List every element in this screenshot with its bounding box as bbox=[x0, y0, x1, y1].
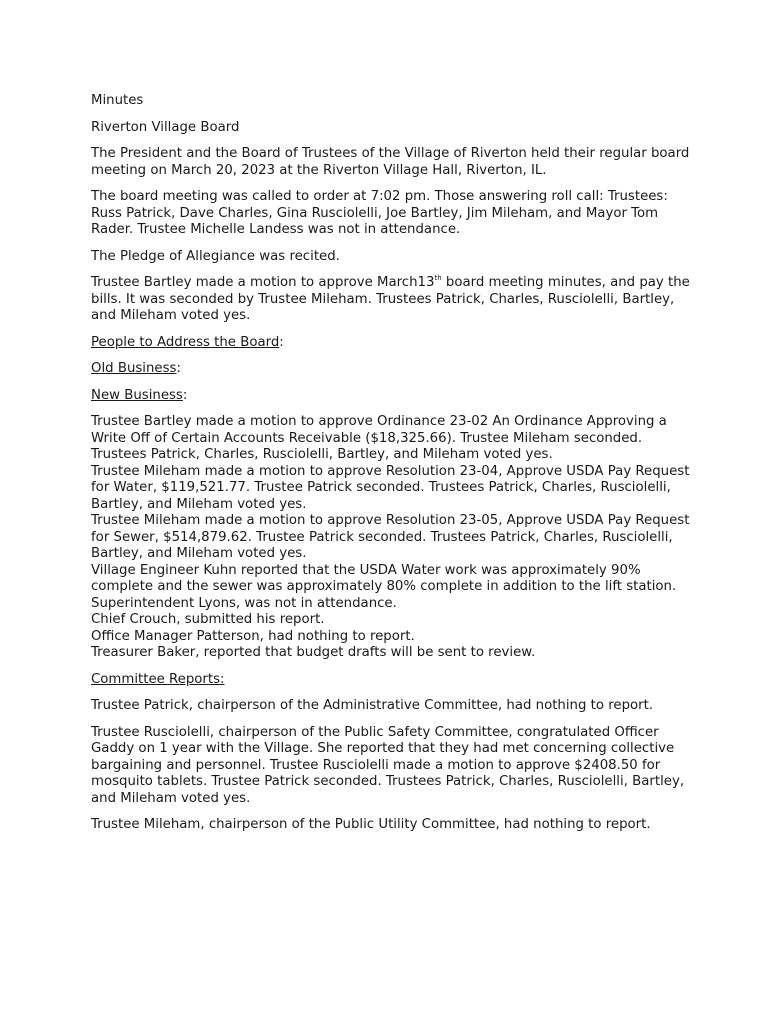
heading-colon: : bbox=[182, 387, 188, 403]
new-business-item: Superintendent Lyons, was not in attendance. bbox=[91, 595, 397, 611]
roll-call-paragraph: The board meeting was called to order at 7:02 pm. Those answering roll call: Trustees: Russ Patrick, Dave Charles, Gina Rusciolelli, Joe Bartley, Jim Mileham, and Mayor Tom Rader. Trustee Michelle Landess was not in attendance. bbox=[91, 189, 668, 237]
people-heading-line bbox=[91, 335, 691, 352]
new-business-item: Trustee Bartley made a motion to approve Ordinance 23-02 An Ordinance Approving a Write Off of Certain Accounts Receivable ($18,325.66). Trustee Mileham seconded. Trustees Patrick, Charles, Rusciolelli, Bartley, and Mileham voted yes. bbox=[91, 414, 667, 462]
minutes-document bbox=[91, 93, 691, 844]
new-business-item: Village Engineer Kuhn reported that the USDA Water work was approximately 90% complete and the sewer was approximately 80% complete in addition to the lift station. bbox=[91, 562, 677, 594]
intro-paragraph: The President and the Board of Trustees of the Village of Riverton held their regular board meeting on March 20, 2023 at the Riverton Village Hall, Riverton, IL. bbox=[91, 146, 690, 178]
minutes-motion-text-end: board meeting minutes, and pay the bills. It was seconded by Trustee Mileham. Trustees Patrick, Charles, Rusciolelli, Bartley, and Mileham voted yes. bbox=[91, 275, 690, 323]
people-to-address-heading: People to Address the Board bbox=[91, 334, 280, 350]
committee-report: Trustee Patrick, chairperson of the Administrative Committee, had nothing to report. bbox=[91, 698, 654, 713]
new-business-item: Trustee Mileham made a motion to approve Resolution 23-04, Approve USDA Pay Request for Water, $119,521.77. Trustee Patrick seconded. Trustees Patrick, Charles, Rusciolelli, Bartley, and Mileham voted yes. bbox=[91, 463, 690, 512]
heading-colon: : bbox=[176, 361, 181, 376]
old-business-heading-line bbox=[91, 361, 691, 378]
new-business-list bbox=[91, 414, 691, 662]
minutes-motion-text-start: Trustee Bartley made a motion to approve March13 bbox=[91, 275, 435, 290]
new-business-heading-line bbox=[91, 388, 691, 405]
committee-reports-heading: Committee Reports: bbox=[91, 671, 225, 687]
committee-report: Trustee Rusciolelli, chairperson of the Public Safety Committee, congratulated Officer Gaddy on 1 year with the Village. She reported that they had met concerning collective bargaining and personnel. Trustee Rusciolelli made a motion to approve $2408.50 for mosquito tablets. Trustee Patrick seconded. Trustees Patrick, Charles, Rusciolelli, Bartley, and Mileham voted yes. bbox=[91, 724, 685, 806]
board-name: Riverton Village Board bbox=[91, 119, 240, 135]
new-business-item: Treasurer Baker, reported that budget drafts will be sent to review. bbox=[91, 645, 536, 660]
document-title: Minutes bbox=[91, 93, 144, 108]
new-business-item: Chief Crouch, submitted his report. bbox=[91, 612, 325, 627]
new-business-item: Trustee Mileham made a motion to approve Resolution 23-05, Approve USDA Pay Request for Sewer, $514,879.62. Trustee Patrick seconded. Trustees Patrick, Charles, Rusciolelli, Bartley, and Mileham voted yes. bbox=[91, 513, 690, 561]
old-business-heading: Old Business bbox=[91, 361, 177, 376]
heading-colon: : bbox=[279, 334, 284, 350]
committee-reports-heading-line bbox=[91, 672, 691, 689]
committee-report: Trustee Mileham, chairperson of the Public Utility Committee, had nothing to report. bbox=[91, 817, 651, 832]
pledge-paragraph: The Pledge of Allegiance was recited. bbox=[91, 248, 340, 264]
ordinal-suffix: th bbox=[434, 274, 442, 282]
new-business-heading: New Business bbox=[91, 387, 183, 403]
new-business-item: Office Manager Patterson, had nothing to report. bbox=[91, 628, 415, 644]
minutes-motion-paragraph bbox=[91, 275, 691, 325]
